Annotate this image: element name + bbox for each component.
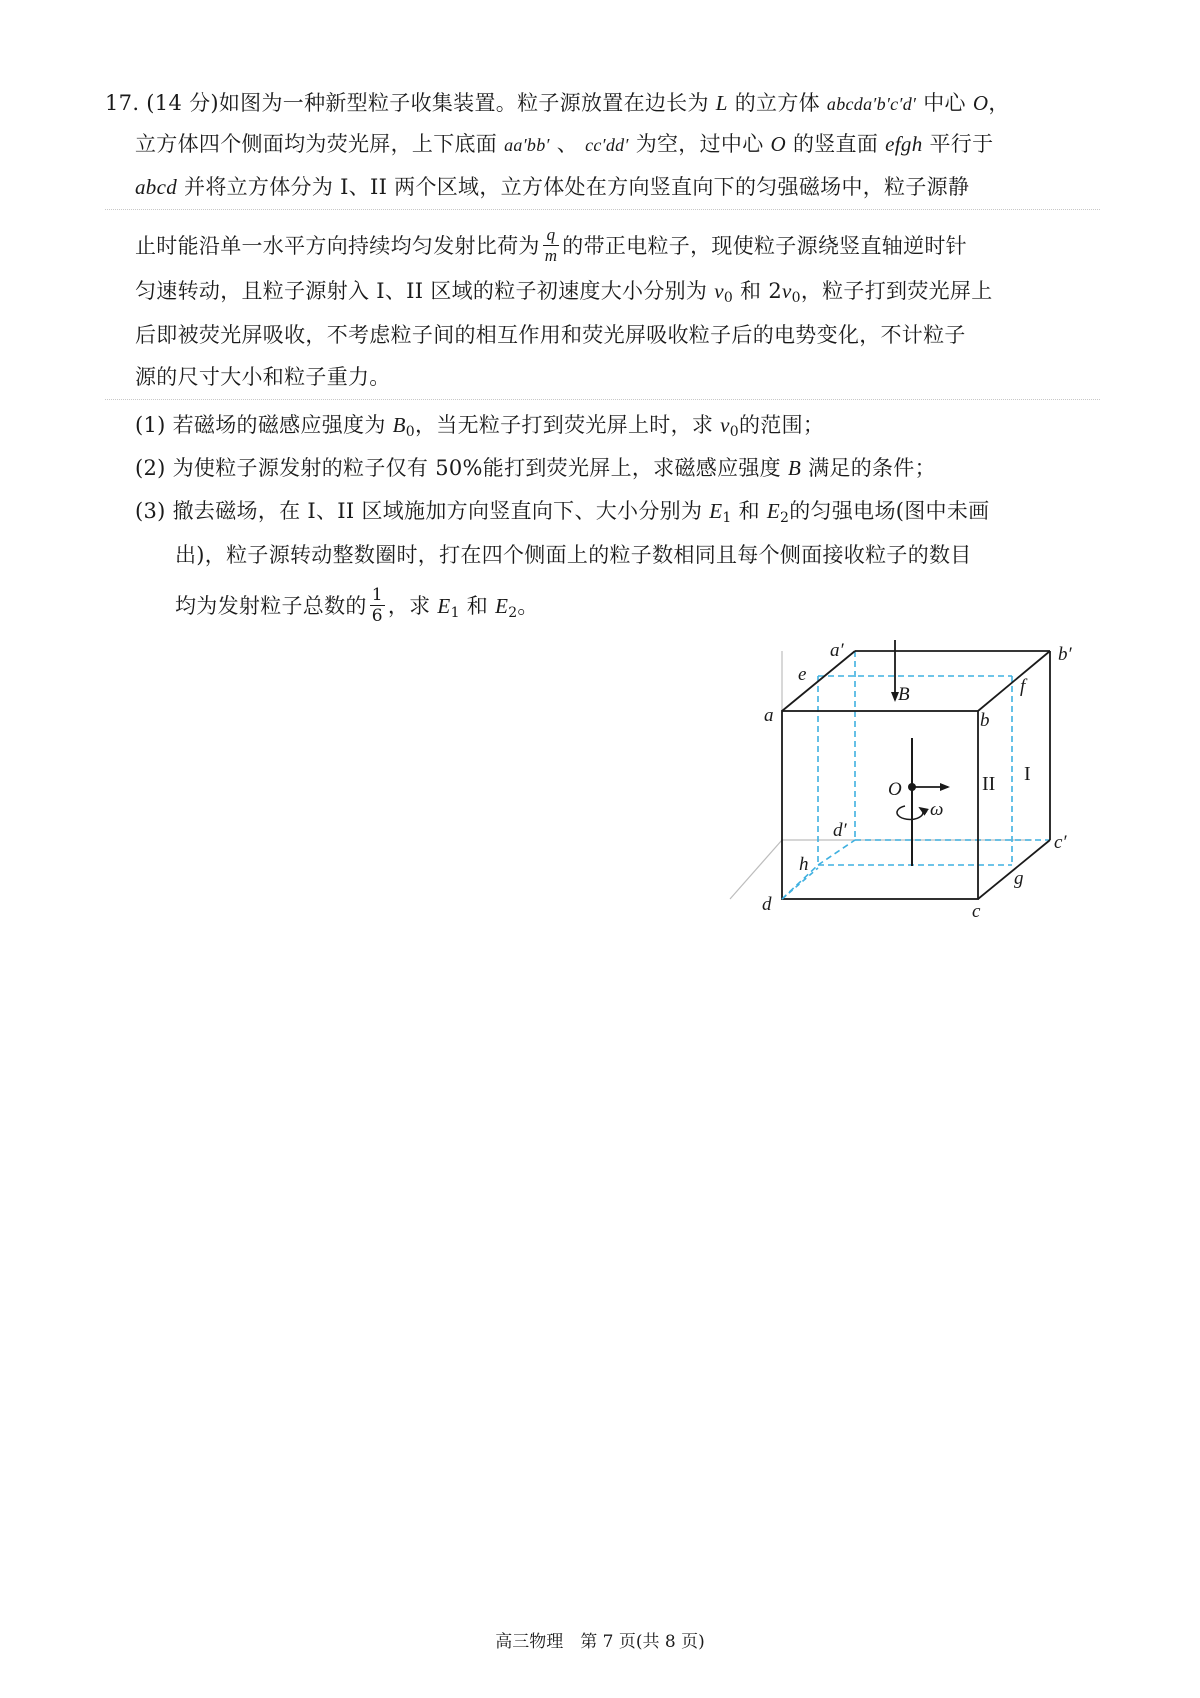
vertex-label-a-prime: a′	[830, 640, 844, 661]
hidden-edge	[730, 840, 782, 899]
omega-label: ω	[930, 799, 944, 820]
question-3-line-2: 出)，粒子源转动整数圈时，打在四个侧面上的粒子数相同且每个侧面接收粒子的数目	[175, 543, 972, 567]
vertex-label-b: b	[980, 710, 990, 731]
back-plane-edge	[818, 840, 855, 865]
vertex-label-d-prime: d′	[833, 820, 847, 841]
region-label-I: I	[1024, 763, 1031, 785]
vertex-label-c: c	[972, 901, 981, 922]
rotation-arc	[897, 806, 923, 819]
problem-line-6: 后即被荧光屏吸收，不考虑粒子间的相互作用和荧光屏吸收粒子后的电势变化，不计粒子	[135, 323, 966, 347]
problem-line-5: 匀速转动，且粒子源射入 I、II 区域的粒子初速度大小分别为 $v_0$ 和 $2v_0$，粒子打到荧光屏上	[135, 279, 993, 306]
question-2: (2) 为使粒子源发射的粒子仅有 50%能打到荧光屏上，求磁感应强度 B 满足的条件；	[135, 456, 936, 480]
vertex-label-b-prime: b′	[1058, 644, 1072, 665]
page-footer: 高三物理 第 7 页(共 8 页)	[495, 1632, 705, 1652]
vertex-label-a: a	[764, 705, 774, 726]
problem-number: 17.	[105, 91, 140, 115]
region-label-II: II	[982, 773, 996, 795]
problem-line-3: abcd 并将立方体分为 I、II 两个区域，立方体处在方向竖直向下的匀强磁场中，粒子源静	[135, 175, 970, 199]
charge-mass-ratio: $\frac{q}{m}$	[544, 225, 558, 265]
problem-line-2: 立方体四个侧面均为荧光屏，上下底面 aa′bb′ 、 cc′dd′ 为空，过中心 O 的竖直面 efgh 平行于	[135, 132, 994, 156]
problem-line-7: 源的尺寸大小和粒子重力。	[135, 365, 391, 389]
vertex-label-c-prime: c′	[1054, 832, 1067, 853]
question-1: (1) 若磁场的磁感应强度为 $B_0$，当无粒子打到荧光屏上时，求 $v_0$的范围；	[135, 413, 825, 440]
vertex-label-h: h	[799, 854, 809, 875]
field-label-B: B	[898, 684, 910, 705]
center-label-O: O	[888, 779, 902, 800]
problem-line-4: 止时能沿单一水平方向持续均匀发射比荷为 $\frac{q}{m}$ 的带正电粒子，现使粒子源绕竖直轴逆时针	[135, 225, 967, 265]
vertex-label-e: e	[798, 664, 807, 685]
vertex-label-g: g	[1014, 868, 1024, 889]
vertex-label-d: d	[762, 894, 772, 915]
cube-edge	[978, 651, 1050, 711]
question-3-line-3: 均为发射粒子总数的 $\frac{1}{6}$ ，求 $E_1$ 和 $E_2$。	[175, 585, 539, 626]
one-sixth-fraction: $\frac{1}{6}$	[371, 585, 383, 626]
vertex-label-f: f	[1020, 676, 1026, 697]
problem-line-1: 17. (14 分)如图为一种新型粒子收集装置。粒子源放置在边长为 L 的立方体 abcda′b′c′d′ 中心 O，	[105, 91, 1010, 115]
question-3: (3) 撤去磁场，在 I、II 区域施加方向竖直向下、大小分别为 $E_1$ 和 $E_2$的匀强电场(图中未画	[135, 499, 990, 526]
